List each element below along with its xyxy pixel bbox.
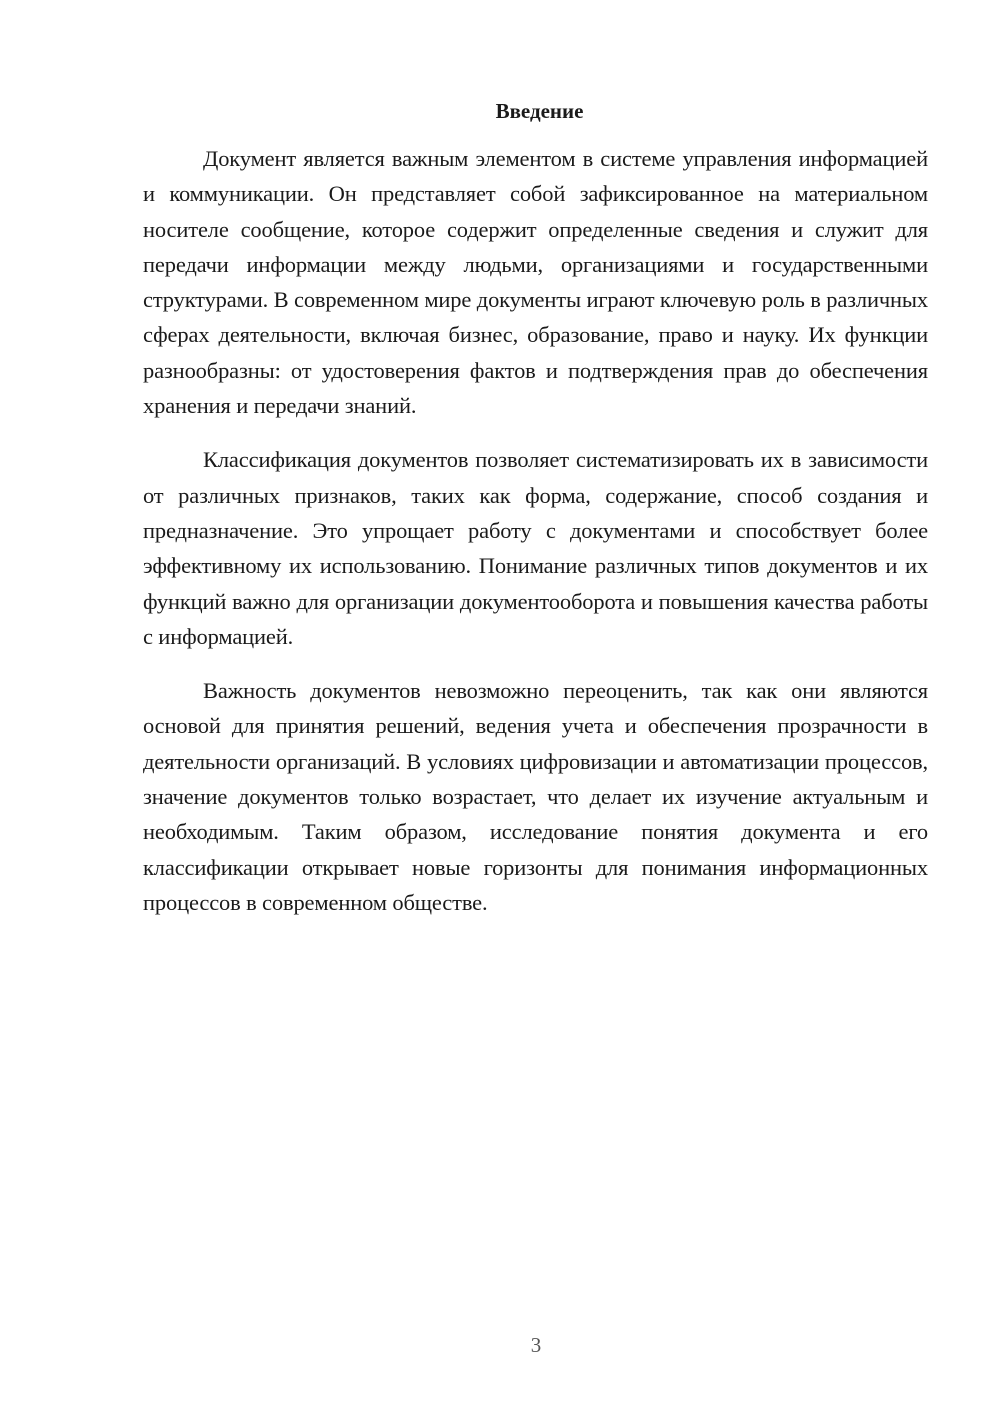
page-content xyxy=(143,95,928,920)
section-heading: Введение xyxy=(495,99,584,123)
paragraph-classification: Классификация документов позволяет систематизировать их в зависимости от различных признаков, таких как форма, содержание, способ создания и предназначение. Это упрощает работу с документами и способствует более эффективному их использованию. Понимание различных типов документов и их функций важно для организации документооборота и повышения качества работы с информацией. xyxy=(143,447,928,649)
page-number: 3 xyxy=(530,1333,542,1357)
paragraph-introduction: Документ является важным элементом в системе управления информацией и коммуникации. Он представляет собой зафиксированное на материальном носителе сообщение, которое содержит определенные сведения и служит для передачи информации между людьми, организациями и государственными структурами. В современном мире документы играют ключевую роль в различных сферах деятельности, включая бизнес, образование, право и науку. Их функции разнообразны: от удостоверения фактов и подтверждения прав до обеспечения хранения и передачи знаний. xyxy=(143,146,928,419)
paragraph-importance: Важность документов невозможно переоценить, так как они являются основой для принятия решений, ведения учета и обеспечения прозрачности в деятельности организаций. В условиях цифровизации и автоматизации процессов, значение документов только возрастает, что делает их изучение актуальным и необходимым. Таким образом, исследование понятия документа и его классификации открывает новые горизонты для понимания информационных процессов в современном обществе. xyxy=(143,678,928,915)
